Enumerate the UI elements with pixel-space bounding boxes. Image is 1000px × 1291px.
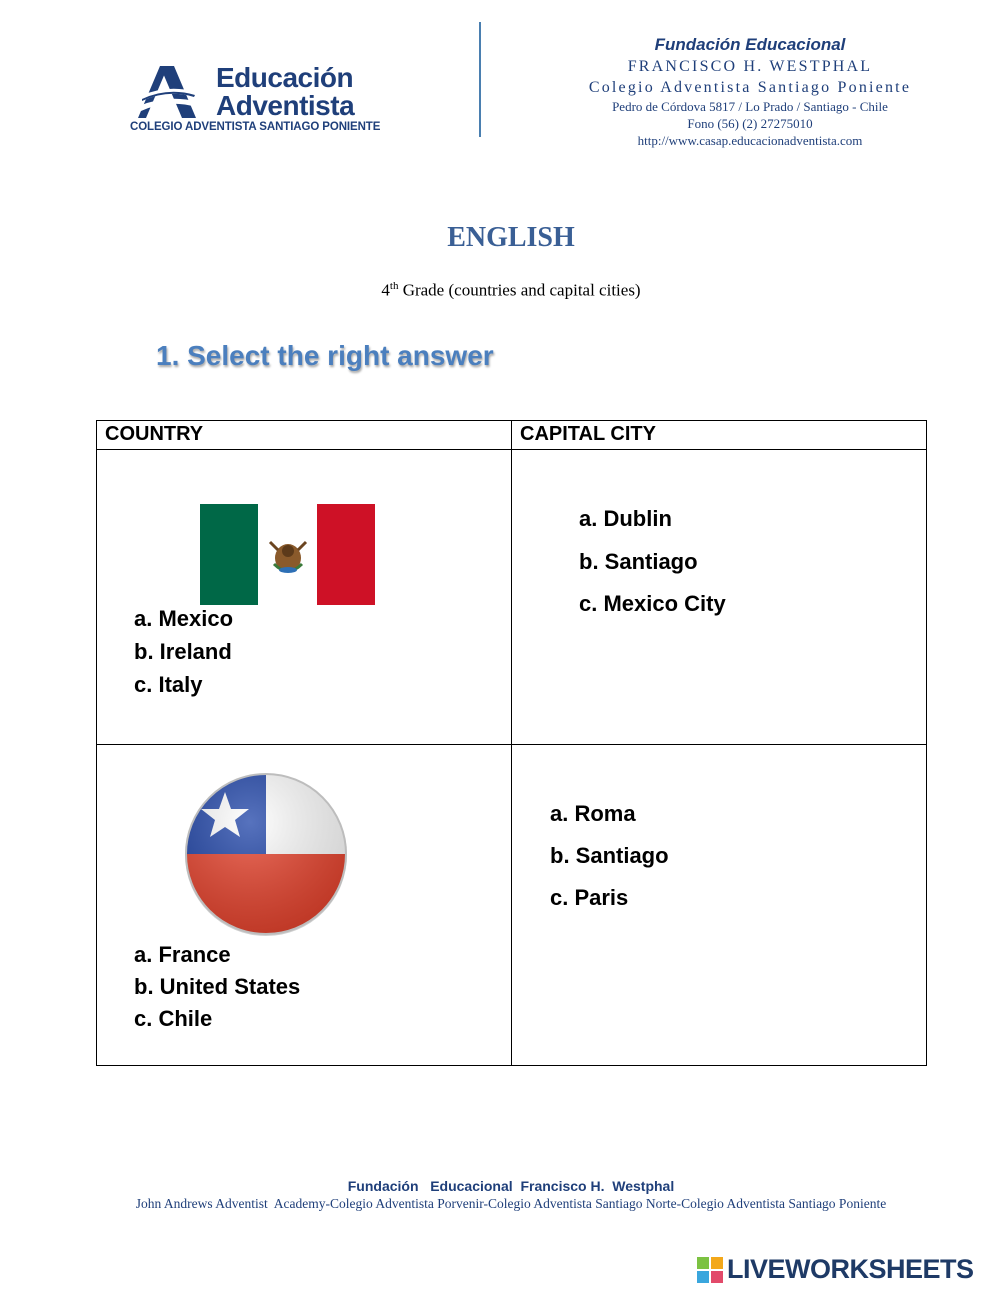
chile-flag-icon (184, 772, 348, 936)
instruction-heading: 1. Select the right answer (156, 340, 494, 371)
table-header-divider (97, 449, 926, 450)
grade-number: 4 (381, 280, 390, 300)
country-option-b[interactable]: b. Ireland (134, 639, 232, 664)
country-option-a[interactable]: a. France (134, 942, 231, 967)
table-row-divider (97, 744, 926, 745)
school-name: Colegio Adventista Santiago Poniente (588, 79, 912, 96)
capital-option-a[interactable]: a. Dublin (579, 506, 672, 531)
school-logo (128, 62, 418, 142)
liveworksheets-logo-icon (697, 1257, 723, 1283)
footer-schools: John Andrews Adventist Academy-Colegio Adventista Porvenir-Colegio Adventista Santiago Norte-Colegio Adventista Santiago Poniente (135, 1196, 887, 1211)
organization-name: Fundación Educacional (654, 35, 846, 54)
grade-description: Grade (countries and capital cities) (398, 280, 641, 300)
header-divider (479, 22, 481, 137)
liveworksheets-text: LIVEWORKSHEETS (727, 1254, 974, 1284)
capital-option-c[interactable]: c. Mexico City (579, 591, 726, 616)
footer-foundation: Fundación Educacional Francisco H. Westphal (347, 1178, 675, 1194)
country-option-c[interactable]: c. Chile (134, 1006, 213, 1031)
school-phone: Fono (56) (2) 27275010 (687, 116, 813, 131)
column-header-capital-city: CAPITAL CITY (520, 423, 656, 445)
worksheet-subtitle (0, 280, 1000, 301)
capital-option-a[interactable]: a. Roma (550, 801, 636, 826)
school-address: Pedro de Córdova 5817 / Lo Prado / Santiago - Chile (612, 99, 888, 114)
capital-option-b[interactable]: b. Santiago (550, 843, 669, 868)
worksheet-title: ENGLISH (447, 222, 575, 253)
mexico-flag-icon (200, 504, 375, 605)
grade-suffix: th (389, 280, 399, 292)
school-url: http://www.casap.educacionadventista.com (637, 133, 863, 148)
liveworksheets-watermark (697, 1254, 997, 1286)
table-column-divider (511, 421, 512, 1065)
country-option-a[interactable]: a. Mexico (134, 606, 234, 631)
logo-word-educacion: Educación (216, 62, 354, 93)
capital-option-b[interactable]: b. Santiago (579, 549, 698, 574)
logo-school-name: COLEGIO ADVENTISTA SANTIAGO PONIENTE (130, 121, 381, 133)
education-logo-icon (138, 66, 198, 118)
organization-info (545, 34, 955, 149)
capital-option-c[interactable]: c. Paris (550, 885, 629, 910)
column-header-country: COUNTRY (105, 423, 204, 445)
country-option-b[interactable]: b. United States (134, 974, 301, 999)
logo-word-adventista: Adventista (216, 90, 355, 121)
country-option-c[interactable]: c. Italy (134, 672, 203, 697)
organization-founder: FRANCISCO H. WESTPHAL (627, 58, 873, 75)
